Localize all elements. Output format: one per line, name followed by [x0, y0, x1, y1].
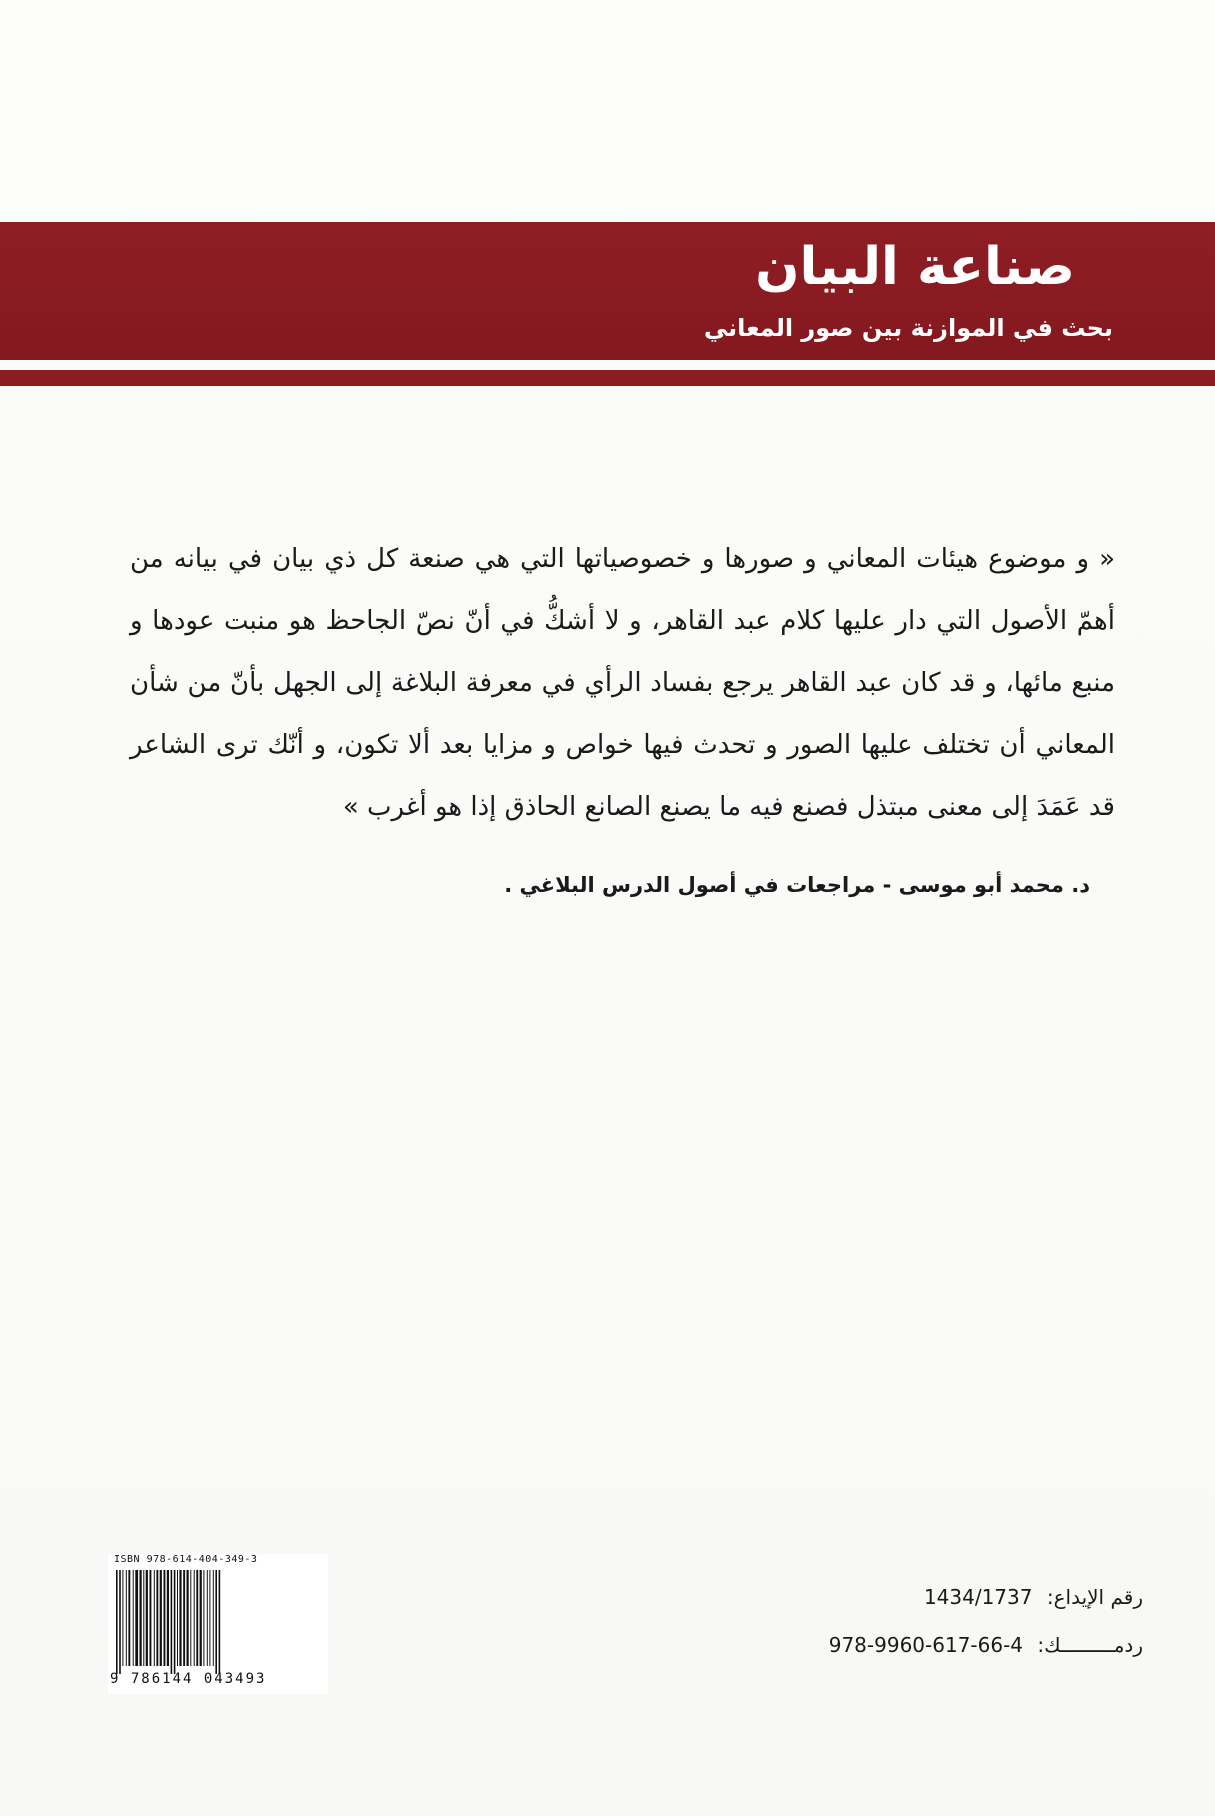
barcode-bar [177, 1570, 178, 1666]
title-band-stripe [0, 370, 1215, 386]
barcode-bar [194, 1570, 195, 1666]
barcode-bar [167, 1570, 169, 1666]
book-subtitle: بحث في الموازنة بين صور المعاني [703, 314, 1113, 342]
quote-text: « و موضوع هيئات المعاني و صورها و خصوصياتها التي هي صنعة كل ذي بيان في بيانه من أهمّ الأصول التي دار عليها كلام عبد القاهر، و لا أشكُّ في أنّ نصّ الجاحظ هو منبت عودها و منبع مائها، و قد كان عبد القاهر يرجع بفساد الرأي في معرفة البلاغة إلى الجهل بأنّ من شأن المعاني أن تختلف عليها الصور و تحدث فيها خواص و مزايا بعد ألا تكون، و أنّك ترى الشاعر قد عَمَدَ إلى معنى مبتذل فصنع فيه ما يصنع الصانع الحاذق إذا هو أغرب » [130, 544, 1115, 822]
barcode-bar [171, 1570, 173, 1674]
isbn-barcode [108, 1554, 328, 1694]
barcode-bar [150, 1570, 152, 1666]
book-title: صناعة البيان [755, 237, 1075, 297]
barcode-bar [207, 1570, 208, 1666]
barcode-bar [213, 1570, 214, 1666]
barcode-bar [215, 1570, 217, 1674]
barcode-bar [135, 1570, 138, 1666]
barcode-bar [174, 1570, 176, 1674]
deposit-number: 1434/1737 [923, 1585, 1033, 1609]
quote-attribution: د. محمد أبو موسى - مراجعات في أصول الدرس البلاغي . [504, 873, 1090, 897]
barcode-bar [119, 1570, 121, 1674]
isbn-info [829, 1630, 1143, 1660]
barcode-bar [209, 1570, 210, 1666]
barcode-bar [160, 1570, 162, 1666]
barcode-bar [154, 1570, 155, 1666]
barcode-digits: 9 786144 043493 [110, 1671, 267, 1687]
barcode-bar [196, 1570, 198, 1666]
barcode-bar [128, 1570, 130, 1666]
deposit-label: رقم الإيداع: [1046, 1585, 1143, 1609]
barcode-bar [116, 1570, 118, 1674]
isbn-label: ردمـــــــــك: [1037, 1633, 1143, 1657]
barcode-bar [187, 1570, 189, 1666]
isbn-number: 978-9960-617-66-4 [828, 1633, 1024, 1657]
barcode-bar [190, 1570, 191, 1666]
barcode-bar [122, 1570, 123, 1666]
barcode-bar [126, 1570, 127, 1666]
barcode-bar [200, 1570, 202, 1666]
barcode-bar [146, 1570, 148, 1666]
barcode-bar [164, 1570, 166, 1666]
barcode-bar [219, 1570, 221, 1674]
barcode-bar [133, 1570, 134, 1666]
barcode-bar [140, 1570, 142, 1666]
legal-deposit [924, 1582, 1143, 1612]
barcode-bar [143, 1570, 144, 1666]
barcode-bar [183, 1570, 185, 1666]
barcode-bar [203, 1570, 204, 1666]
barcode-bar [156, 1570, 158, 1666]
barcode-isbn-label: ISBN 978-614-404-349-3 [114, 1554, 258, 1565]
barcode-bars [114, 1570, 322, 1674]
barcode-bar [179, 1570, 181, 1666]
